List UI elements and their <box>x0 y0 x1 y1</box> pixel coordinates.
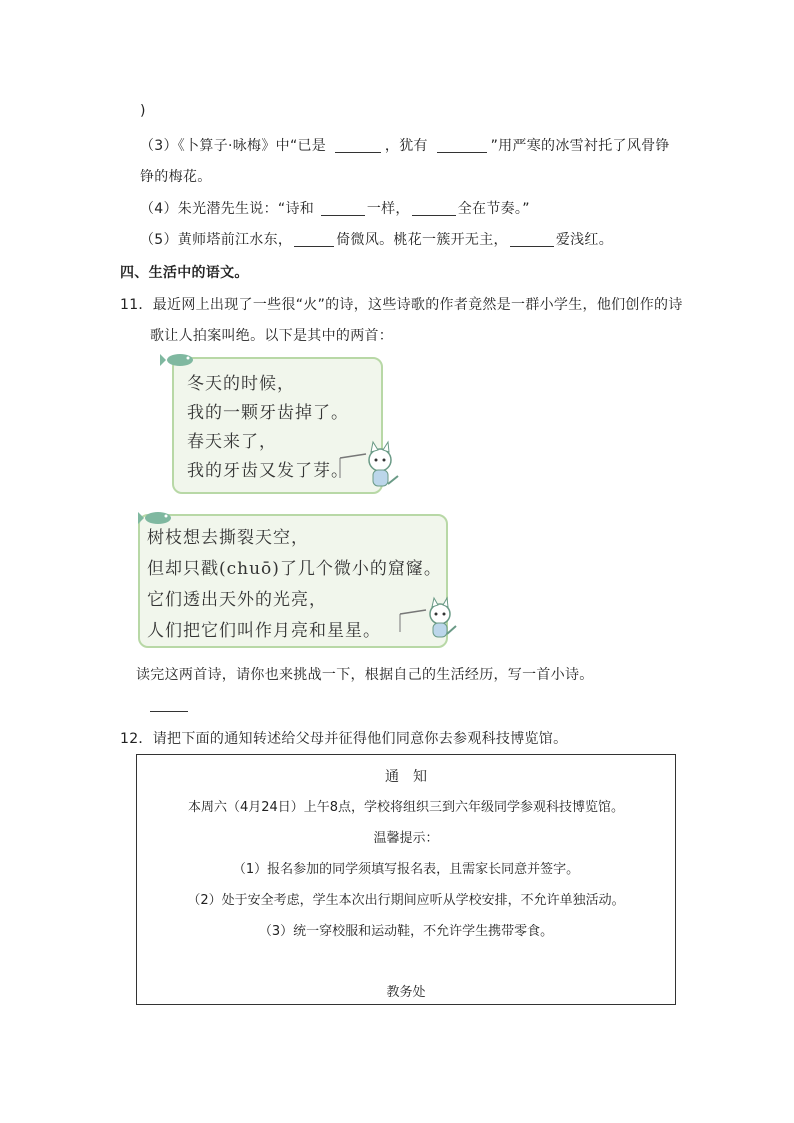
fragment-paren: ) <box>140 103 146 119</box>
blank-field[interactable] <box>412 201 456 216</box>
poem-line: 树枝想去撕裂天空， <box>147 528 309 548</box>
poem-line: 它们透出天外的光亮， <box>147 590 327 610</box>
notice-body: 本周六（4月24日）上午8点，学校将组织三到六年级同学参观科技博览馆。 <box>187 800 625 815</box>
question-5 <box>140 229 613 249</box>
q5-mid: 倚微风。桃花一簇开无主， <box>336 232 508 248</box>
notice-tip: （3）统一穿校服和运动鞋，不允许学生携带零食。 <box>258 924 554 939</box>
blank-field[interactable] <box>437 138 487 153</box>
q12-prompt: 12．请把下面的通知转述给父母并征得他们同意你去参观科技博览馆。 <box>120 731 568 747</box>
notice-box <box>136 754 676 1005</box>
poem-line: 但却只戳(chuō)了几个微小的窟窿。 <box>147 559 442 579</box>
notice-tips-title: 温馨提示： <box>373 831 439 846</box>
notice-tip: （2）处于安全考虑，学生本次出行期间应听从学校安排，不允许单独活动。 <box>187 893 625 908</box>
q3-suffix: ”用严寒的冰雪衬托了风骨铮 <box>490 138 670 154</box>
section-heading: 四、生活中的语文。 <box>120 265 249 281</box>
q3-prefix: （3）《卜算子·咏梅》中“已是 <box>140 138 327 154</box>
blank-field[interactable] <box>321 201 365 216</box>
question-4 <box>140 198 530 218</box>
q11-instruction: 读完这两首诗，请你也来挑战一下，根据自己的生活经历，写一首小诗。 <box>136 667 594 683</box>
poem-line: 人们把它们叫作月亮和星星。 <box>147 621 381 641</box>
q4-suffix: 全在节奏。” <box>457 201 530 217</box>
fish-icon <box>160 350 200 370</box>
q5-prefix: （5）黄师塔前江水东， <box>140 232 293 248</box>
q3-mid: ，犹有 <box>384 138 428 154</box>
notice-signature: 教务处 <box>386 985 426 1000</box>
notice-title: 通 知 <box>385 769 427 785</box>
poem-line: 我的牙齿又发了芽。 <box>187 461 349 481</box>
cat-fishing-icon <box>336 438 406 498</box>
poem-1 <box>187 370 349 486</box>
q5-suffix: 爱浅红。 <box>555 232 614 248</box>
q11-line-1: 11．最近网上出现了一些很“火”的诗，这些诗歌的作者竟然是一群小学生，他们创作的诗 <box>120 297 683 313</box>
poem-line: 春天来了， <box>187 432 277 452</box>
blank-field[interactable] <box>510 232 554 247</box>
notice-tip: （1）报名参加的同学须填写报名表，且需家长同意并签字。 <box>232 862 580 877</box>
blank-field[interactable] <box>294 232 334 247</box>
q11-line-2: 歌让人拍案叫绝。以下是其中的两首： <box>150 328 394 344</box>
q4-mid: 一样， <box>366 201 410 217</box>
poem-line: 冬天的时候， <box>187 374 295 394</box>
blank-field[interactable] <box>335 138 381 153</box>
cat-fishing-icon <box>396 596 466 646</box>
answer-blank[interactable] <box>150 711 188 712</box>
q3-cont: 铮的梅花。 <box>140 169 212 185</box>
poem-line: 我的一颗牙齿掉了。 <box>187 403 349 423</box>
q4-prefix: （4）朱光潜先生说：“诗和 <box>140 201 315 217</box>
question-3-line-1 <box>140 135 670 155</box>
